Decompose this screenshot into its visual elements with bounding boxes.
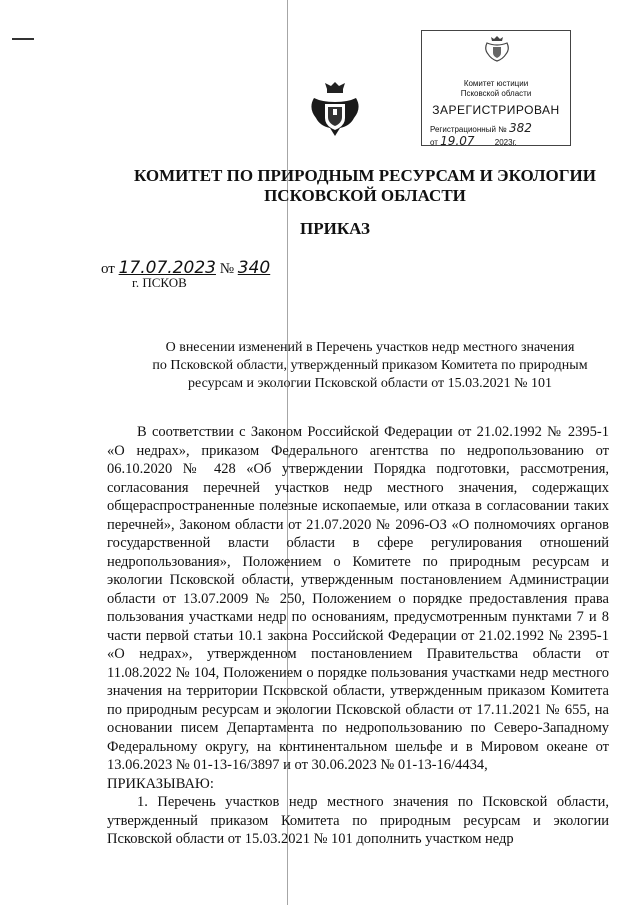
- registration-stamp: [421, 30, 571, 146]
- stamp-org-name: [422, 79, 570, 99]
- org-title-line2: ПСКОВСКОЙ ОБЛАСТИ: [264, 186, 466, 205]
- order-body: [107, 423, 609, 849]
- coat-of-arms-icon: [308, 80, 362, 142]
- order-subject: [110, 339, 630, 393]
- stamp-coat-of-arms-icon: [484, 35, 510, 65]
- stamp-org-line1: Комитет юстиции: [463, 79, 529, 88]
- city: г. ПСКОВ: [132, 275, 187, 290]
- stamp-reg-number: [430, 121, 532, 135]
- stamp-reg-number-label: Регистрационный №: [430, 125, 507, 134]
- scan-corner-mark: [12, 38, 34, 40]
- preamble-paragraph: В соответствии с Законом Российской Федерации от 21.02.1992 № 2395-1 «О недрах», приказом Федерального агентства по недропользованию от 06.10.2020 № 428 «Об утверждении Порядка подготовки, рассмотрения, согласования перечней участков недр местного значения, содержащих общераспространенные полезные ископаемые, или отказа в согласовании таких перечней», Законом области от 21.07.2020 № 2096-ОЗ «О полномочиях органов государственной власти области в сфере регулирования отношений недропользования», Положением о Комитете по природным ресурсам и экологии Псковской области, утвержденным постановлением Администрации области от 13.07.2009 № 250, Положением о порядке предоставления права пользования участками недр по основаниям, предусмотренным пунктами 7 и 8 части первой статьи 10.1 закона Российской Федерации от 21.02.1992 № 2395-1 «О недрах», утвержденном постановлением Правительства области от 11.08.2022 № 104, Положением о порядке пользования участками недр местного значения на территории Псковской области, утвержденным приказом Комитета по природным ресурсам и экологии Псковской области от 17.11.2021 № 655, на основании писем Департамента по недропользованию по Северо-Западному Федеральному округу, на континентальном шельфе и в Мировом океане от 13.06.2023 № 01-13-16/3897 и от 30.06.2023 № 01-13-16/4434,: [107, 424, 609, 773]
- subject-line3: ресурсам и экологии Псковской области от 15.03.2021 № 101: [188, 376, 552, 391]
- order-date: 17.07.2023: [118, 258, 216, 278]
- subject-line1: О внесении изменений в Перечень участков недр местного значения: [165, 340, 575, 355]
- stamp-reg-date-value: 19.07: [440, 134, 475, 148]
- org-title-line1: КОМИТЕТ ПО ПРИРОДНЫМ РЕСУРСАМ И ЭКОЛОГИИ: [133, 166, 597, 185]
- stamp-reg-date: [430, 134, 517, 148]
- stamp-reg-year: 2023г.: [494, 138, 517, 147]
- number-sign: №: [219, 261, 235, 277]
- order-number: 340: [237, 258, 271, 278]
- stamp-reg-date-label: от: [430, 138, 438, 147]
- date-prefix: от: [101, 261, 115, 277]
- document-type: ПРИКАЗ: [300, 219, 370, 238]
- order-item-1: 1. Перечень участков недр местного значения по Псковской области, утвержденный приказом Комитета по природным ресурсам и экологии Псковской области от 15.03.2021 № 101 дополнить участком недр: [107, 794, 609, 847]
- subject-line2: по Псковской области, утвержденный приказом Комитета по природным: [152, 358, 588, 373]
- stamp-reg-number-value: 382: [508, 121, 532, 135]
- organization-title: [100, 166, 630, 206]
- stamp-org-line2: Псковской области: [460, 89, 532, 98]
- order-word: ПРИКАЗЫВАЮ:: [107, 775, 214, 792]
- stamp-status: ЗАРЕГИСТРИРОВАН: [432, 103, 560, 117]
